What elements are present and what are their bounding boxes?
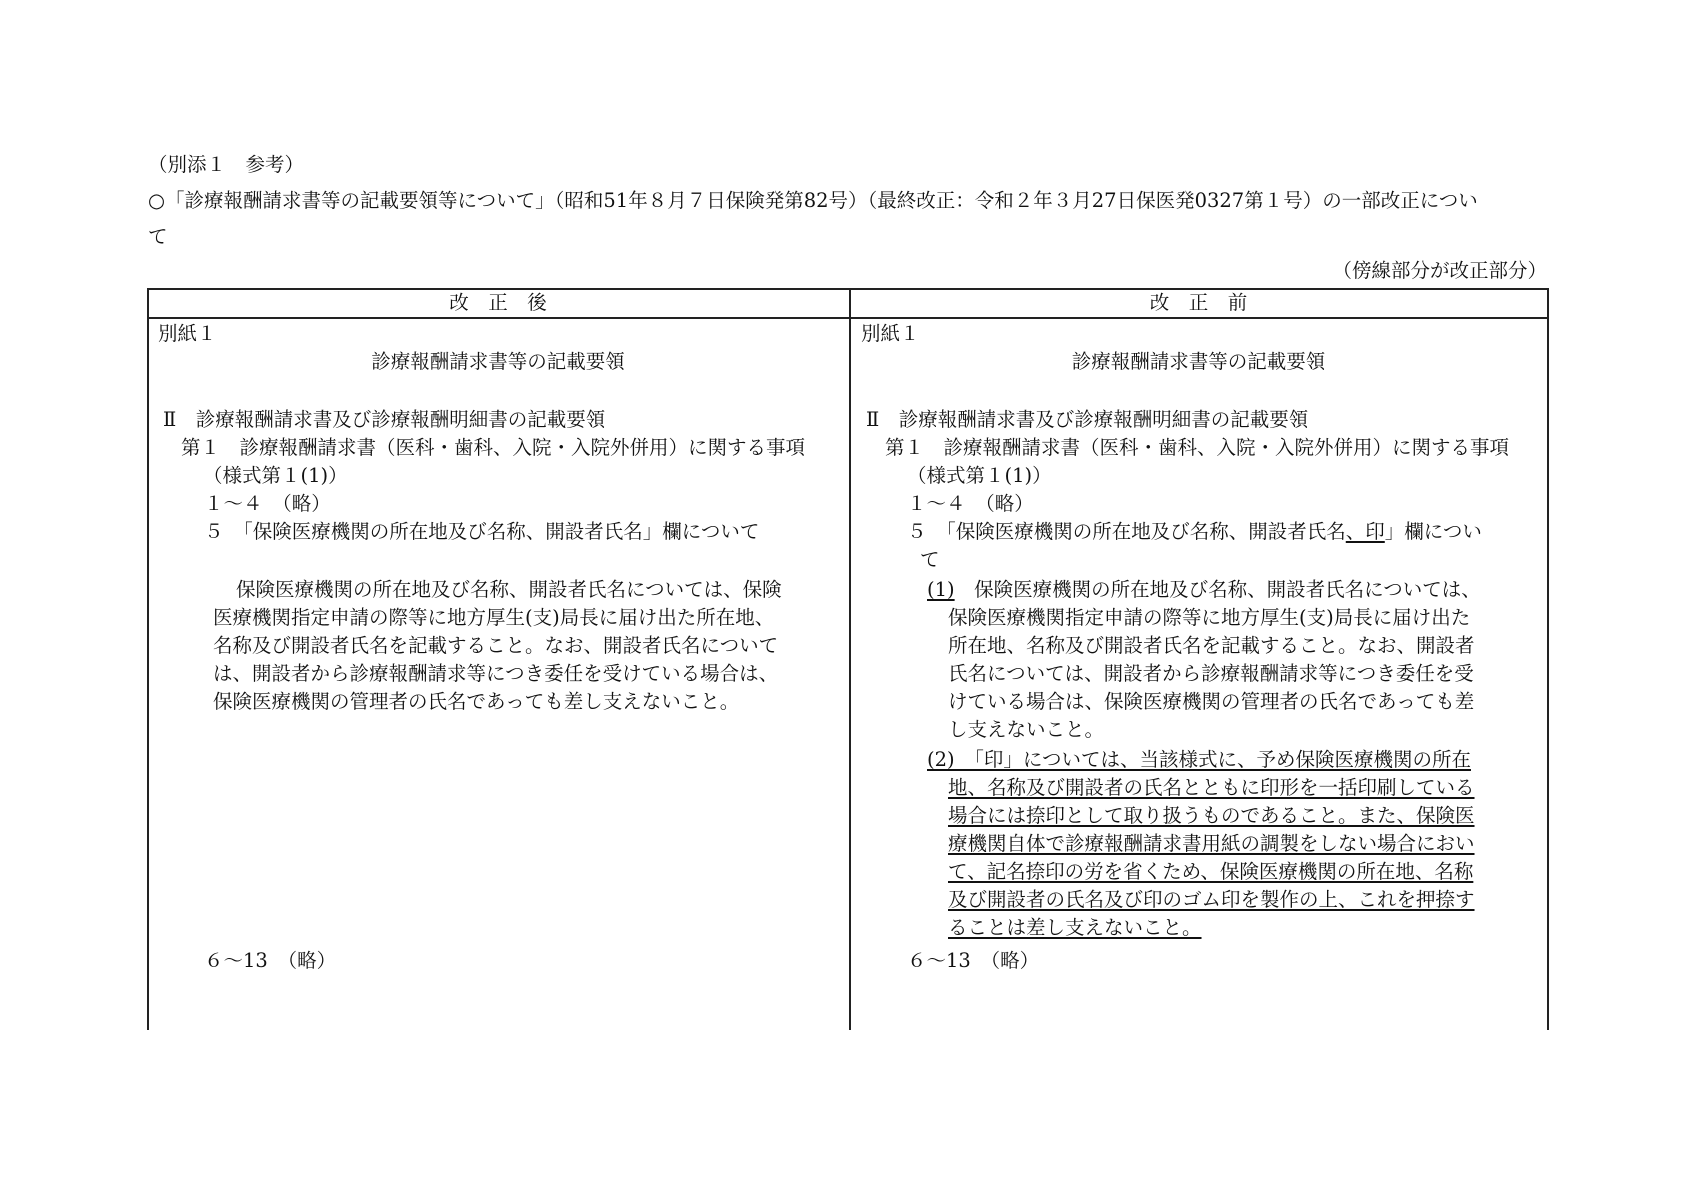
paragraph-1-line: 所在地、名称及び開設者氏名を記載すること。なお、開設者	[948, 634, 1475, 657]
item5-text: ５ 「保険医療機関の所在地及び名称、開設者氏名	[907, 520, 1346, 543]
section-heading: Ⅱ 診療報酬請求書及び診療報酬明細書の記載要領	[866, 408, 1309, 431]
omitted-items-1-4: １～４ （略）	[204, 492, 331, 515]
item1-form-ref: （様式第１(1)）	[203, 464, 348, 487]
paragraph-2-line: て、記名捺印の労を省くため、保険医療機関の所在地、名称	[948, 860, 1474, 883]
body-line: 保険医療機関の所在地及び名称、開設者氏名については、保険	[236, 578, 782, 601]
subject-line-1: ○「診療報酬請求書等の記載要領等について」（昭和51年８月７日保険発第82号）（最終改正：令和２年３月27日保医発0327第１号）の一部改正につい	[148, 189, 1478, 212]
paragraph-1-line: けている場合は、保険医療機関の管理者の氏名であっても差	[948, 690, 1475, 713]
body-line: は、開設者から診療報酬請求等につき委任を受けている場合は、	[213, 662, 779, 685]
item5-heading-continued: て	[920, 548, 940, 571]
paragraph-1-first-line	[927, 576, 1481, 604]
document-title: 診療報酬請求書等の記載要領	[1071, 350, 1326, 373]
paragraph-1-text: 保険医療機関の所在地及び名称、開設者氏名については、	[974, 578, 1481, 601]
item1-heading: 第１ 診療報酬請求書（医科・歯科、入院・入院外併用）に関する事項	[885, 436, 1510, 459]
paragraph-1-line: し支えないこと。	[948, 718, 1105, 741]
item5-underlined-text: 、印	[1345, 520, 1385, 543]
table-header-divider	[147, 317, 1548, 319]
column-header-after: 改 正 後	[449, 291, 547, 314]
paragraph-2-line: 場合には捺印として取り扱うものであること。また、保険医	[948, 804, 1475, 827]
body-line: 名称及び開設者氏名を記載すること。なお、開設者氏名について	[213, 634, 779, 657]
item5-text-end: 」欄につい	[1384, 520, 1482, 543]
omitted-items-6-13: ６～13 （略）	[204, 949, 337, 972]
item5-heading: ５ 「保険医療機関の所在地及び名称、開設者氏名」欄について	[204, 520, 760, 543]
document-title: 診療報酬請求書等の記載要領	[371, 350, 625, 373]
paragraph-2-line: 及び開設者の氏名及び印のゴム印を製作の上、これを押捺す	[948, 888, 1475, 911]
item5-heading	[907, 518, 1482, 546]
omitted-items-1-4: １～４ （略）	[907, 492, 1034, 515]
paragraph-2-line: 地、名称及び開設者の氏名とともに印形を一括印刷している	[948, 776, 1475, 799]
paragraph-2-line: 療機関自体で診療報酬請求書用紙の調製をしない場合におい	[948, 832, 1475, 855]
paragraph-1-label: (1)	[927, 578, 955, 601]
paragraph-1-line: 保険医療機関指定申請の際等に地方厚生(支)局長に届け出た	[948, 606, 1471, 629]
annex-label: 別紙１	[158, 322, 217, 345]
annex-label: 別紙１	[861, 322, 920, 345]
item1-heading: 第１ 診療報酬請求書（医科・歯科、入院・入院外併用）に関する事項	[181, 436, 806, 459]
table-right-border	[1547, 288, 1549, 1030]
body-line: 医療機関指定申請の際等に地方厚生(支)局長に届け出た所在地、	[213, 606, 775, 629]
subject-line-2: て	[148, 225, 168, 248]
paragraph-2-first-line: (2) 「印」については、当該様式に、予め保険医療機関の所在	[927, 748, 1471, 771]
item1-form-ref: （様式第１(1)）	[907, 464, 1052, 487]
body-line: 保険医療機関の管理者の氏名であっても差し支えないこと。	[213, 690, 740, 713]
paragraph-2-line: ることは差し支えないこと。	[948, 916, 1202, 939]
table-middle-border	[849, 288, 851, 1030]
section-heading: Ⅱ 診療報酬請求書及び診療報酬明細書の記載要領	[163, 408, 606, 431]
underline-note: （傍線部分が改正部分）	[1332, 259, 1547, 282]
table-left-border	[147, 288, 149, 1030]
column-header-before: 改 正 前	[1149, 291, 1248, 314]
omitted-items-6-13: ６～13 （略）	[907, 949, 1040, 972]
attachment-label: （別添１ 参考）	[148, 153, 305, 176]
paragraph-1-line: 氏名については、開設者から診療報酬請求等につき委任を受	[948, 662, 1474, 685]
